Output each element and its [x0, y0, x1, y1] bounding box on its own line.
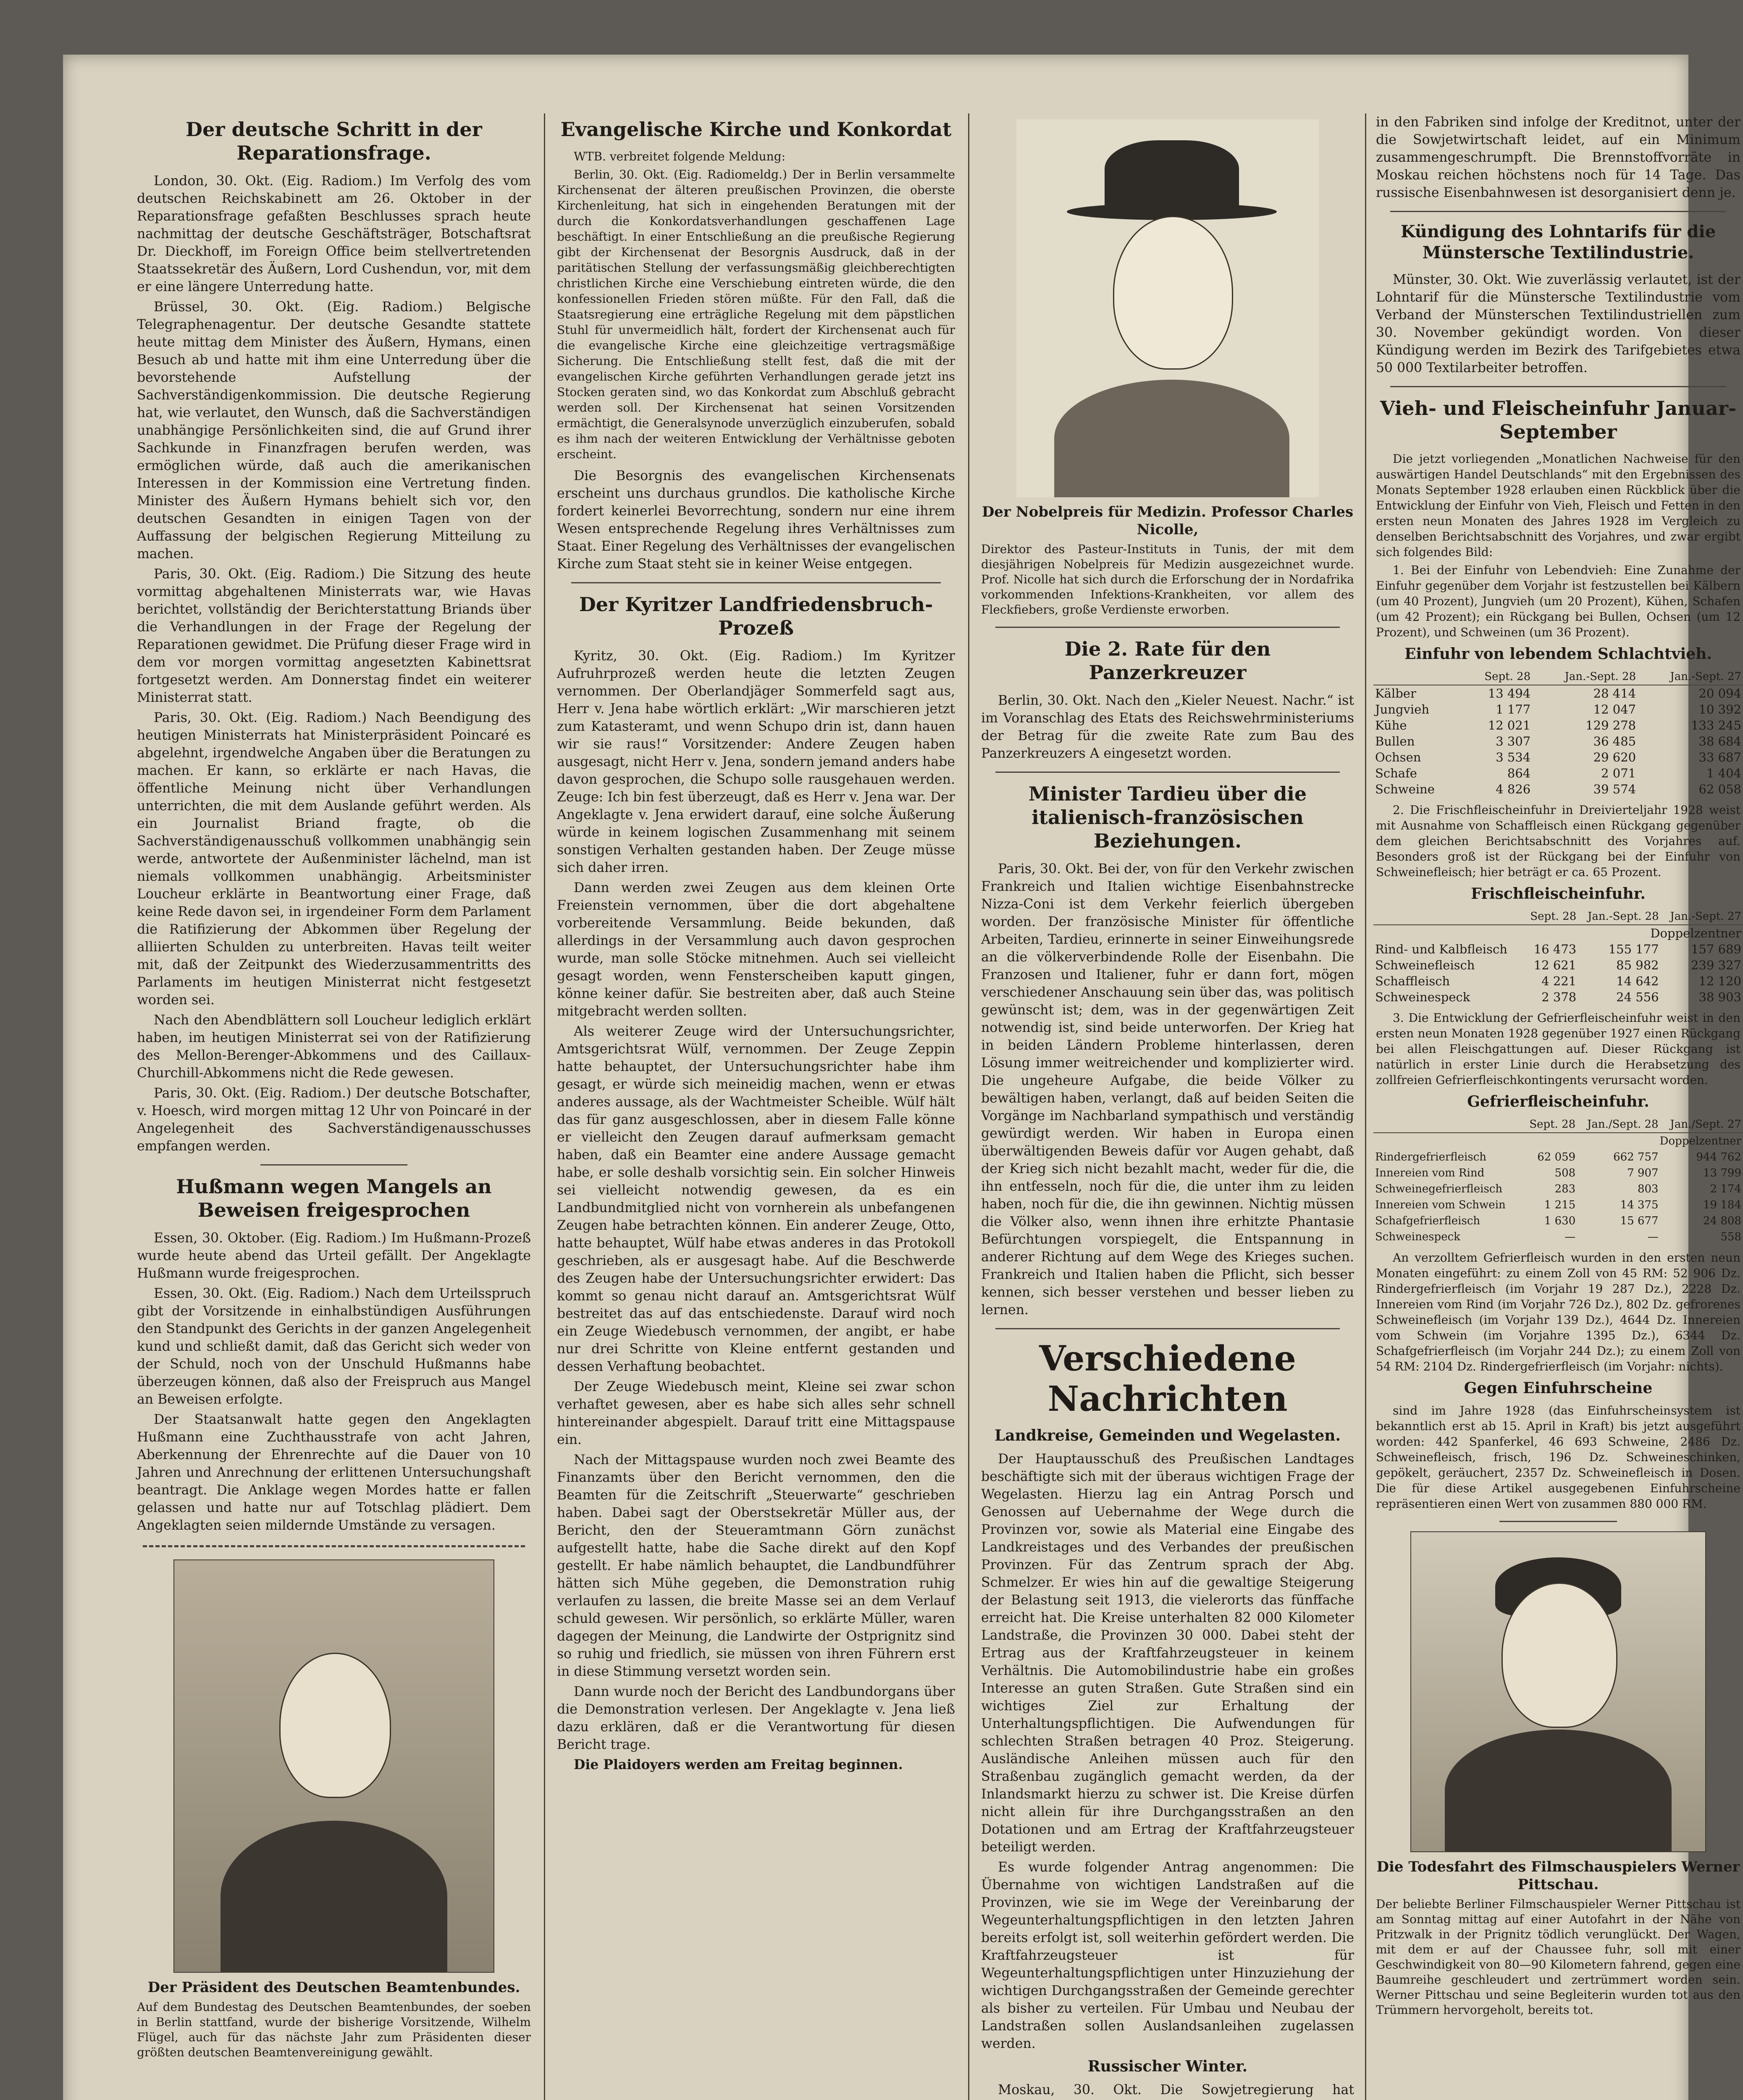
cell: 12 047: [1593, 702, 1636, 717]
photo-title: Die Todesfahrt des Filmschauspielers Werner Pittschau.: [1376, 1858, 1740, 1893]
article-reparationsfrage: [137, 172, 531, 1155]
paragraph: Paris, 30. Okt. (Eig. Radiom.) Der deutsche Botschafter, v. Hoesch, wird morgen mittag 12 Uhr von Poincaré in der Angelegenheit des Sachverständigenausschusses empfangen werden.: [137, 1086, 531, 1154]
paragraph: Paris, 30. Okt. (Eig. Radiom.) Die Sitzung des heute vormittag abgehaltenen Ministerrats war, wie Havas berichtet, vollständig der Berichterstattung Briands über die Verhandlungen in der Frage der Regelung der Reparationen gewidmet. Die Prüfung dieser Frage wird in dem vor morgen vormittag angesetzten Kabinettsrat fortgesetzt werden. Am Donnerstag findet ein weiterer Ministerrat statt.: [137, 567, 531, 705]
headline-verschiedene-nachrichten: Verschiedene Nachrichten: [1039, 1339, 1296, 1419]
column-header: Jan.-Sept. 27: [1661, 908, 1743, 925]
table-row: [1373, 1197, 1743, 1213]
portrait-nicolle-drawing: [1016, 119, 1319, 497]
table-row: [1373, 765, 1743, 781]
cell: 13 799: [1703, 1167, 1741, 1179]
headline-hussmann: Hußmann wegen Mangels an Beweisen freigesprochen: [176, 1175, 492, 1221]
paragraph: Essen, 30. Oktober. (Eig. Radiom.) Im Hußmann-Prozeß wurde heute abend das Urteil gefällt. Der Angeklagte Hußmann wurde freigesprochen.: [137, 1231, 531, 1281]
article-panzerkreuzer: [981, 692, 1354, 762]
portrait-title: Der Nobelpreis für Medizin. Professor Charles Nicolle,: [982, 504, 1354, 538]
column-rule: [544, 113, 545, 2100]
divider: [1390, 386, 1726, 387]
column-header: Sept. 28: [1522, 1116, 1577, 1133]
cell: 12 120: [1698, 974, 1741, 988]
paragraph: in den Fabriken sind infolge der Kreditnot, unter der die Sowjetwirtschaft leidet, auf ein Minimum zusammengeschrumpft. Die Brennstoffvorräte in Moskau reichen höchstens noch für 14 Tage. Das russische Eisenbahnwesen ist desorganisiert denn je.: [1376, 115, 1740, 200]
cell: 7 907: [1627, 1167, 1659, 1179]
column-1: [134, 113, 533, 2100]
article-verzolltes-gefrierfleisch: [1376, 1250, 1740, 1374]
table-row: [1373, 1133, 1743, 1149]
cell: 1 177: [1496, 702, 1531, 717]
headline-vieheinfuhr: Vieh- und Fleischeinfuhr Januar-September: [1380, 397, 1737, 443]
paragraph: Münster, 30. Okt. Wie zuverlässig verlautet, ist der Lohntarif für die Münstersche Textilindustrie vom Verband der Münsterschen Textilindustriellen zum 30. November gekündigt worden. Von dieser Kündigung werden im Bezirk des Tarifgebietes etwa 50 000 Textilarbeiter betroffen.: [1376, 272, 1740, 375]
cell: 662 757: [1613, 1151, 1659, 1163]
cell: 129 278: [1586, 718, 1636, 732]
divider: [1499, 1521, 1617, 1522]
row-label: Schweine: [1375, 782, 1435, 796]
cell: 13 494: [1488, 686, 1531, 701]
paragraph: Nach den Abendblättern soll Loucheur lediglich erklärt haben, im heutigen Ministerrat sei von der Ratifizierung des Mellon-Berenger-Abkommens und des Caillaux-Churchill-Abkommens nicht die Rede gewesen.: [137, 1013, 531, 1081]
paragraph: Die jetzt vorliegenden „Monatlichen Nachweise für den auswärtigen Handel Deutschlands“ mit den Ergebnissen des Monats September 1928 erlauben einen Rückblick über die Entwicklung der Einfuhr von Vieh, Fleisch und Fetten in den ersten neun Monaten des Jahres 1928 im Vergleich zu denselben Berichtsabschnitt des Vorjahres, und zwar ergibt sich folgendes Bild:: [1376, 452, 1740, 559]
row-label: Innereien vom Rind: [1375, 1167, 1485, 1179]
paragraph: Berlin, 30. Okt. Nach den „Kieler Neuest. Nachr.“ ist im Voranschlag des Etats des Reichswehrministeriums der Betrag für die zweite Rate zum Bau des Panzerkreuzers A eingesetzt worden.: [981, 693, 1354, 761]
cell: —: [1564, 1231, 1576, 1243]
cell: 2 378: [1541, 990, 1577, 1004]
paragraph: An verzolltem Gefrierfleisch wurden in den ersten neun Monaten eingeführt: zu einem Zoll von 45 RM: 52 906 Dz. Rindergefrierfleisch (im Vorjahr 19 287 Dz.), 2228 Dz. Innereien vom Rind (im Vorjahr 726 Dz.), 802 Dz. gefrorenes Schweinefleisch (im Vorjahr 139 Dz.), 4644 Dz. Innereien vom Schwein (im Vorjahre 1395 Dz.), 6344 Dz. Schafgefrierfleisch (im Vorjahr 244 Dz.); zu einem Zoll von 54 RM: 2104 Dz. Rindergefrierfleisch (im Vorjahr: nichts).: [1376, 1251, 1740, 1373]
paragraph: 2. Die Frischfleischeinfuhr in Dreivierteljahr 1928 weist mit Ausnahme von Schaffleisch einen Rückgang gegenüber dem gleichen Berichtsabschnitt des Vorjahres auf. Besonders groß ist der Rückgang bei der Einfuhr von Schweinefleisch; hier beträgt er ca. 65 Prozent.: [1376, 803, 1740, 879]
cell: 85 982: [1616, 958, 1659, 972]
paragraph: Essen, 30. Okt. (Eig. Radiom.) Nach dem Urteilsspruch gibt der Vorsitzende in einhalbstündigen Ausführungen den Standpunkt des Gerichts in der ganzen Angelegenheit kund und schließt damit, daß das Gericht sich weder von der Schuld, noch von der Unschuld Hußmanns habe überzeugen können, daß also der Freispruch aus Mangel an Beweisen erfolgte.: [137, 1286, 531, 1407]
article-gefrierfleisch: [1376, 1010, 1740, 1088]
cell: 133 245: [1691, 718, 1741, 732]
paragraph: Es wurde folgender Antrag angenommen: Die Übernahme von wichtigen Landstraßen auf die Provinzen, wie sie im Wege der Vereinbarung der Wegeunterhaltungspflichtigen in den letzten Jahren bereits erfolgt ist, soll weiterhin gefördert werden. Die Kraftfahrzeugsteuer ist für Wegeunterhaltungspflichtigen unter Hinzuziehung der wichtigen Durchgangsstraßen der Gemeinde gerechter als bisher zu verteilen. Für Umbau und Neubau der Landstraßen sollen Auslandsanleihen zugelassen werden.: [981, 1860, 1354, 2051]
table-row: [1373, 941, 1743, 957]
column-header: Jan.-Sept. 28: [1578, 908, 1660, 925]
cell: 14 642: [1616, 974, 1659, 988]
paragraph: Paris, 30. Okt. (Eig. Radiom.) Nach Beendigung des heutigen Ministerrats hat Ministerpräsident Poincaré es abgelehnt, irgendwelche Angaben über die Beratungen zu machen. Er kann, so erklärte er nach Havas, die öffentliche Meinung nicht über Verhandlungen unterrichten, die mit dem Auslande geführt werden. Als ein Journalist Briand fragte, ob die Sachverständigenausschuß vollkommen unabhängig sein werde, antwortete der Außenminister lächelnd, man ist niemals vollkommen unabhängig. Arbeitsminister Loucheur erklärte in Beantwortung einer Frage, daß keine Rede davon sei, in irgendeiner Form dem Parlament die Ratifizierung der Abkommen über Regelung der alliierten Schulden zu unterbreiten. Havas teilt weiter mit, daß der Zeitpunkt des Wiederzusammentritts des Parlaments im heutigen Ministerrat nicht festgesetzt worden sei.: [137, 710, 531, 1008]
cell: 38 684: [1698, 734, 1741, 748]
table-row: [1373, 1149, 1743, 1165]
cell: 283: [1554, 1183, 1576, 1195]
article-wegelasten: [981, 1450, 1354, 2053]
paragraph: Als weiterer Zeuge wird der Untersuchungsrichter, Amtsgerichtsrat Wülf, vernommen. Der Zeuge Zeppin hatte behauptet, der Untersuchungsrichter habe ihm gesagt, er würde sich meineidig machen, wenn er etwas anderes aussage, als der Wachtmeister Scheible. Wülf hält das für ganz ausgeschlossen, aber in diesem Falle könne er vielleicht den Zeugen darauf aufmerksam gemacht haben, daß ein Beamter eine andere Aussage gemacht habe, er solle deshalb vorsichtig sein. Ein solcher Hinweis sei vielleicht notwendig gewesen, da es ein Landbundmitglied nicht von vornherein als unbefangenen Zeugen habe betrachten können. Ein anderer Zeuge, Otto, hatte behauptet, Wülf habe etwas anderes in das Protokoll geschrieben, als er ausgesagt habe. Auf die Beschwerde des Zeugen habe der Untersuchungsrichter erwidert: Das kommt so genau nicht darauf an. Amtsgerichtsrat Wülf bestreitet das auf das entschiedenste. Darauf wird noch ein Zeuge Wiedebusch vernommen, der angibt, er habe nur drei Schritte von Kleine entfernt gestanden und dessen Verhaftung beobachtet.: [557, 1024, 955, 1374]
divider: [995, 1328, 1340, 1329]
divider: [995, 627, 1340, 628]
article-hussmann: [137, 1229, 531, 1534]
row-label: Bullen: [1375, 734, 1415, 748]
paragraph: Der Staatsanwalt hatte gegen den Angeklagten Hußmann eine Zuchthausstrafe von acht Jahren, Aberkennung der Ehrenrechte auf die Dauer von 10 Jahren und Anrechnung der erlittenen Untersuchungshaft beantragt. Die Anklage wegen Mordes hatte er fallen gelassen und hatte nur auf Totschlag plädiert. Dem Angeklagten seien mildernde Umstände zu versagen.: [137, 1412, 531, 1533]
photo-werner-pittschau: [1410, 1531, 1706, 1852]
headline-panzerkreuzer: Die 2. Rate für den Panzerkreuzer: [1064, 638, 1271, 684]
article-konkordat: [557, 149, 955, 462]
row-label: Schweinefleisch: [1375, 958, 1475, 972]
cell: 33 687: [1698, 750, 1741, 764]
cell: 508: [1554, 1167, 1576, 1179]
cell: 39 574: [1593, 782, 1636, 796]
cell: 2 071: [1601, 766, 1636, 780]
divider: [1390, 211, 1726, 212]
cell: 4 221: [1541, 974, 1577, 988]
unit-label: Doppelzentner: [1650, 926, 1741, 940]
table-title-frischfleisch: Frischfleischeinfuhr.: [1471, 885, 1646, 903]
paragraph: sind im Jahre 1928 (das Einfuhrscheinsystem ist bekanntlich erst ab 15. April in Kraft) bis jetzt ausgeführt worden: 442 Spanferkel, 46 693 Schweine, 2486 Dz. Schweinefleisch, frisch, 196 Dz. Schweineschinken, gepökelt, geräuchert, 2357 Dz. Schweinefleisch in Dosen. Die für diese Artikel ausgegebenen Einfuhrscheine repräsentieren einen Wert von zusammen 880 000 RM.: [1376, 1404, 1740, 1511]
column-header: Sept. 28: [1523, 908, 1578, 925]
paragraph: WTB. verbreitet folgende Meldung:: [574, 150, 786, 163]
column-header: Jan.-Sept. 27: [1638, 669, 1743, 685]
row-label: Schweinespeck: [1375, 990, 1470, 1004]
row-label: Schafe: [1375, 766, 1417, 780]
paragraph: Brüssel, 30. Okt. (Eig. Radiom.) Belgische Telegraphenagentur. Der deutsche Gesandte stattete heute mittag dem Minister des Äußern, Hymans, einen Besuch ab und hatte mit ihm eine Unterredung über die bevorstehende Aufstellung der Sachverständigenkommission. Die deutsche Regierung hat, wie verlautet, den Wunsch, daß die Sachverständigen unabhängige Persönlichkeiten sind, die auf Grund ihrer Sachkunde in Finanzfragen berufen werden, was ermöglichen würde, daß auch die amerikanischen Interessen in der Kommission eine Vertretung finden. Minister des Äußern Hymans behielt sich vor, den deutschen Gesandten in einigen Tagen von der Auffassung der belgischen Regierung Mitteilung zu machen.: [137, 299, 531, 562]
cell: 803: [1637, 1183, 1659, 1195]
paragraph: Die Plaidoyers werden am Freitag beginnen.: [574, 1757, 903, 1772]
article-tardieu: [981, 860, 1354, 1319]
divider: [260, 1164, 407, 1166]
paragraph: London, 30. Okt. (Eig. Radiom.) Im Verfolg des vom deutschen Reichskabinett am 26. Oktober in der Reparationsfrage gefaßten Beschlusses sprach heute nachmittag der deutsche Geschäftsträger, Botschaftsrat Dr. Dieckhoff, im Foreign Office beim stellvertretenden Staatssekretär des Äußern, Lord Cushendun, vor, mit dem er eine längere Unterredung hatte.: [137, 173, 531, 294]
cell: 10 392: [1698, 702, 1741, 717]
cell: 2 174: [1710, 1183, 1741, 1195]
row-label: Rindergefrierfleisch: [1375, 1151, 1487, 1163]
row-label: Ochsen: [1375, 750, 1421, 764]
cell: 3 307: [1496, 734, 1531, 748]
paragraph: Dann wurde noch der Bericht des Landbundorgans über die Demonstration verlesen. Der Angeklagte v. Jena ließ dazu erklären, daß er die Verantwortung für diesen Bericht trage.: [557, 1684, 955, 1752]
table-row: [1373, 749, 1743, 765]
cell: —: [1647, 1231, 1659, 1243]
article-russischer-winter-cont: [1376, 113, 1740, 202]
table-row: [1373, 717, 1743, 733]
table-gefrierfleisch: [1373, 1116, 1743, 1245]
cell: 19 184: [1703, 1199, 1741, 1211]
column-2: [554, 113, 958, 2100]
cell: 12 621: [1533, 958, 1577, 972]
paragraph: Paris, 30. Okt. Bei der, von für den Verkehr zwischen Frankreich und Italien wichtige Eisenbahnstrecke Nizza-Coni ist dem Verkehr feierlich übergeben worden. Der französische Minister für öffentliche Arbeiten, Tardieu, erinnerte in seiner Einweihungsrede an die völkerverbindende Rolle der Eisenbahn. Die Franzosen und Italiener, fuhr er dann fort, mögen verschiedener Anschauung sein über das, was politisch gewünscht ist; dem, was in der gegenwärtigen Zeit notwendig ist, sind beide unterworfen. Der Krieg hat in beiden Ländern Probleme hinterlassen, deren Lösung immer weitreichender und komplizierter wird. Die ungeheure Aufgabe, die beide Völker zu bewältigen haben, verlangt, daß auf beiden Seiten die Vorgänge im Nachbarland sympathisch und verständig gewürdigt werden. Wir haben in Europa einen überwältigenden Beweis dafür vor Augen gehabt, daß der Krieg sich nicht bezahlt macht, weder für die, die ihn entfesseln, noch für die, die unter ihm zu leiden haben, noch für die, die ihn gewinnen. Nichtig müssen die Völker also, wenn ihnen ihre erhitzte Phantasie Befürchtungen vorspiegelt, die Entspannung in anderer Richtung auf dem Wege des Krieges suchen. Frankreich und Italien haben die Pflicht, sich besser kennen, sich besser verstehen und besser lieben zu lernen.: [981, 861, 1354, 1318]
divider: [571, 582, 941, 583]
cell: 16 473: [1533, 942, 1577, 956]
table-row: [1373, 733, 1743, 749]
subheading-russischer-winter: Russischer Winter.: [1087, 2058, 1248, 2075]
unit-label: Doppelzentner: [1659, 1135, 1741, 1147]
cell: 1 630: [1544, 1215, 1576, 1227]
newspaper-page: [63, 55, 1741, 2100]
article-vieheinfuhr: [1376, 451, 1740, 640]
photo-title: Der Präsident des Deutschen Beamtenbundes.: [147, 1979, 520, 1996]
photo-beamtenbund-president: [173, 1559, 494, 1973]
paragraph: Die Besorgnis des evangelischen Kirchensenats erscheint uns durchaus grundlos. Die katholische Kirche fordert keinerlei Bevorrechtung, sondern nur eine ihrem Wesen entsprechende Regelung ihres Verhältnisses zum Staat. Einer Regelung des Verhältnisses der evangelischen Kirche zum Staat steht sie in keiner Weise entgegen.: [557, 468, 955, 572]
headline-konkordat: Evangelische Kirche und Konkordat: [560, 118, 952, 141]
cell: 12 021: [1488, 718, 1531, 732]
table-row: [1373, 925, 1743, 941]
row-label: Schweinegefrierfleisch: [1375, 1183, 1503, 1195]
article-kyritz: [557, 647, 955, 1774]
photo-caption: Der beliebte Berliner Filmschauspieler Werner Pittschau ist am Sonntag mittag auf einer Autofahrt in der Nähe von Pritzwalk in der Prignitz tödlich verunglückt. Der Wagen, mit dem er auf der Chaussee fuhr, soll mit einer Geschwindigkeit von 80—90 Kilometern fahrend, gegen eine Baumreihe geschleudert und zertrümmert worden sein. Werner Pittschau und seine Begleiterin wurden tot aus den Trümmern hervorgeholt, bereits tot.: [1376, 1897, 1740, 2017]
paragraph: Der Hauptausschuß des Preußischen Landtages beschäftigte sich mit der überaus wichtigen Frage der Wegelasten. Hierzu lag ein Antrag Porsch und Genossen auf Uebernahme der Wege durch die Provinzen vor, sowie als Material eine Eingabe des Landkreistages und des Verbandes der preußischen Provinzen. Für das Zentrum sprach der Abg. Schmelzer. Er wies hin auf die gewaltige Steigerung der Belastung seit 1913, die vielerorts das fünffache erreicht hat. Die Kreise unterhalten 82 000 Kilometer Landstraße, die Provinzen 30 000. Dabei steht der Ertrag aus der Kraftfahrzeugsteuer in keinem Verhältnis. Die Automobilindustrie habe ein großes Interesse an guten Straßen. Gute Straßen sind ein wichtiges Ziel zur Erhaltung der Unterhaltungspflichtigen. Die Aufwendungen für schlechten Straßen betragen 40 Proz. Steigerung. Ausländische Anleihen müssen auch für den Straßenbau zugänglich gemacht werden, da der Inlandsmarkt hierzu zu schwer ist. Die Kreise dürfen nicht allein für ihre Durchgangsstraßen an den Dotationen und am Ertrag der Kraftfahrzeugsteuer beteiligt werden.: [981, 1452, 1354, 1855]
headline-tardieu: Minister Tardieu über die italienisch-französischen Beziehungen.: [1028, 782, 1307, 852]
paragraph: Moskau, 30. Okt. Die Sowjetregierung hat: [998, 2082, 1354, 2097]
cell: 864: [1507, 766, 1531, 780]
row-label: Kälber: [1375, 686, 1416, 701]
cell: 29 620: [1593, 750, 1636, 764]
table-title-schlachtvieh: Einfuhr von lebendem Schlachtvieh.: [1404, 645, 1712, 663]
column-3: [979, 113, 1357, 2100]
article-frischfleisch: [1376, 802, 1740, 880]
cell: 155 177: [1608, 942, 1659, 956]
row-label: Jungvieh: [1375, 702, 1430, 717]
cell: 24 808: [1703, 1215, 1741, 1227]
table-row: [1373, 989, 1743, 1005]
paragraph: 3. Die Entwicklung der Gefrierfleischeinfuhr weist in den ersten neun Monaten 1928 gegenüber 1927 einen Rückgang bei allen Fleischgattungen auf. Dieser Rückgang ist natürlich in erster Linie durch die Herabsetzung des zollfreien Gefrierfleischkontingents verursacht worden.: [1376, 1011, 1740, 1087]
cell: 1 404: [1706, 766, 1741, 780]
cell: 944 762: [1696, 1151, 1741, 1163]
cell: 24 556: [1616, 990, 1659, 1004]
cell: 1 215: [1544, 1199, 1576, 1211]
cell: 15 677: [1620, 1215, 1659, 1227]
cell: 38 903: [1698, 990, 1741, 1004]
cell: 4 826: [1496, 782, 1531, 796]
cell: 62 059: [1537, 1151, 1576, 1163]
headline-lohntarif: Kündigung des Lohntarifs für die Münstersche Textilindustrie.: [1400, 222, 1716, 262]
table-row: [1373, 781, 1743, 797]
table-row: [1373, 973, 1743, 989]
column-header: Jan./Sept. 28: [1577, 1116, 1660, 1133]
row-label: Schaffleisch: [1375, 974, 1450, 988]
cell: 36 485: [1593, 734, 1636, 748]
row-label: Rind- und Kalbfleisch: [1375, 942, 1507, 956]
article-einfuhrscheine: [1376, 1403, 1740, 1512]
article-russischer-winter: [981, 2081, 1354, 2100]
table-schlachtvieh: [1373, 669, 1743, 797]
cell: 558: [1720, 1231, 1741, 1243]
cell: 28 414: [1593, 686, 1636, 701]
column-header: Sept. 28: [1462, 669, 1533, 685]
column-4: [1373, 113, 1743, 2100]
divider: [143, 1545, 525, 1549]
paragraph: Berlin, 30. Okt. (Eig. Radiomeldg.) Der in Berlin versammelte Kirchensenat der älteren preußischen Provinzen, die oberste Kirchenleitung, hat sich in eingehenden Beratungen mit der durch die Konkordatsverhandlungen geschaffenen Lage beschäftigt. In einer Entschließung an die preußische Regierung gibt der Kirchensenat der Besorgnis Ausdruck, daß in der paritätischen Stellung der verfassungsmäßig gleichberechtigten christlichen Kirche eine Verschiebung eintreten würde, die den konfessionellen Frieden stören müßte. Für den Fall, daß die Staatsregierung eine erträgliche Regelung mit dem päpstlichen Stuhl für unvermeidlich hält, fordert der Kirchensenat auch für die evangelische Kirche eine gleichzeitige vertragsmäßige Sicherung. Die Entschließung stellt fest, daß die mit der evangelischen Kirche geführten Verhandlungen gerade jetzt ins Stocken geraten sind, wo das Konkordat zum Abschluß gebracht werden soll. Der Kirchensenat hat seinen Vorsitzenden ermächtigt, die Generalsynode unverzüglich einzuberufen, sobald es ihm nach der weiteren Entwicklung der Verhältnisse geboten erscheint.: [557, 168, 955, 461]
row-label: Schweinespeck: [1375, 1231, 1460, 1243]
cell: 20 094: [1698, 686, 1741, 701]
subheading-einfuhrscheine: Gegen Einfuhrscheine: [1464, 1379, 1653, 1397]
table-row: [1373, 1165, 1743, 1181]
cell: 14 375: [1620, 1199, 1659, 1211]
table-row: [1373, 685, 1743, 701]
cell: 62 058: [1698, 782, 1741, 796]
paragraph: Dann werden zwei Zeugen aus dem kleinen Orte Freienstein vernommen, über die dort abgehaltene vorbereitende Versammlung. Beide bekunden, daß allerdings in der Versammlung auch davon gesprochen wurde, man solle Stöcke mitnehmen. Auch sei vielleicht gesagt worden, wenn Fensterscheiben kaputt gingen, könne keiner dafür. Sie bestreiten aber, daß auch Steine mitgebracht werden sollten.: [557, 880, 955, 1019]
row-label: Schafgefrierfleisch: [1375, 1215, 1480, 1227]
headline-kyritz: Der Kyritzer Landfriedensbruch-Prozeß: [579, 593, 933, 639]
table-row: [1373, 1181, 1743, 1197]
paragraph: Kyritz, 30. Okt. (Eig. Radiom.) Im Kyritzer Aufruhrprozeß werden heute die letzten Zeugen vernommen. Der Oberlandjäger Sommerfeld sagt aus, Herr v. Jena habe wörtlich erklärt: „Wir marschieren jetzt zum Katasteramt, und wenn Schupo drin ist, dann hauen wir sie raus!“ Vorsitzender: Andere Zeugen haben ausgesagt, nicht Herr v. Jena, sondern jemand anders habe davon gesprochen, die Schupo solle rausgehauen werden. Zeuge: Ich bin fest überzeugt, daß es Herr v. Jena war. Der Angeklagte v. Jena erwidert darauf, eine solche Äußerung würde in keinem logischen Zusammenhang mit seinem sonstigen Verhalten gestanden haben. Der Zeuge müsse sich daher irren.: [557, 648, 955, 875]
row-label: Innereien vom Schwein: [1375, 1199, 1506, 1211]
column-rule: [1365, 113, 1366, 2100]
headline-reparationsfrage: Der deutsche Schritt in der Reparationsfrage.: [186, 118, 482, 164]
paragraph: 1. Bei der Einfuhr von Lebendvieh: Eine Zunahme der Einfuhr gegenüber dem Vorjahr ist festzustellen bei Kälbern (um 40 Prozent), Jungvieh (um 20 Prozent), Kühen, Schafen (um 42 Prozent); ein Rückgang bei Bullen, Ochsen (um 12 Prozent), und Schweinen (um 36 Prozent).: [1376, 563, 1740, 639]
paragraph: Der Zeuge Wiedebusch meint, Kleine sei zwar schon verhaftet gewesen, aber es habe sich alles sehr schnell hintereinander abgespielt. Darauf tritt eine Mittagspause ein.: [557, 1379, 955, 1447]
paragraph: Nach der Mittagspause wurden noch zwei Beamte des Finanzamts über den Bericht vernommen, den die Beamten für die Zeitschrift „Steuerwarte“ geschrieben haben. Dabei sagt der Oberstsekretär Müller aus, der Bericht, den der Steueramtmann Görn zunächst aufgestellt hatte, habe die Sache direkt auf den Kopf gestellt. Er habe nämlich behauptet, die Landbundführer hätten sich Mühe gegeben, die Demonstration ruhig verlaufen zu lassen, die breite Masse sei an dem Verlauf schuld gewesen. Wir persönlich, so erklärte Müller, waren dagegen der Meinung, die Landwirte der Ostprignitz sind so ruhig und friedlich, sie müssen von ihren Führern erst in diese Stimmung versetzt worden sein.: [557, 1452, 955, 1679]
article-lohntarif: [1376, 271, 1740, 377]
table-row: [1373, 1229, 1743, 1245]
cell: 157 689: [1691, 942, 1741, 956]
article-konkordat-comment: [557, 467, 955, 573]
divider: [995, 772, 1340, 773]
cell: 239 327: [1691, 958, 1741, 972]
table-row: [1373, 701, 1743, 717]
table-row: [1373, 1213, 1743, 1229]
subheading-wegelasten: Landkreise, Gemeinden und Wegelasten.: [994, 1427, 1341, 1444]
photo-caption: Auf dem Bundestag des Deutschen Beamtenbundes, der soeben in Berlin stattfand, wurde der bisherige Vorsitzende, Wilhelm Flügel, auch für das nächste Jahr zum Präsidenten dieser größten deutschen Beamtenvereinigung gewählt.: [137, 2000, 531, 2059]
row-label: Kühe: [1375, 718, 1407, 732]
column-header: Jan.-Sept. 28: [1532, 669, 1638, 685]
portrait-caption: Direktor des Pasteur-Instituts in Tunis, der mit dem diesjährigen Nobelpreis für Medizin ausgezeichnet wurde. Prof. Nicolle hat sich durch die Erforschung der in Nordafrika vorkommenden Infektions-Krankheiten, vor allem des Fleckfiebers, große Verdienste erworben.: [981, 542, 1354, 617]
column-header: Jan./Sept. 27: [1660, 1116, 1743, 1133]
table-row: [1373, 957, 1743, 973]
cell: 3 534: [1496, 750, 1531, 764]
table-title-gefrierfleisch: Gefrierfleischeinfuhr.: [1467, 1093, 1649, 1110]
column-rule: [968, 113, 969, 2100]
table-frischfleisch: [1373, 908, 1743, 1005]
